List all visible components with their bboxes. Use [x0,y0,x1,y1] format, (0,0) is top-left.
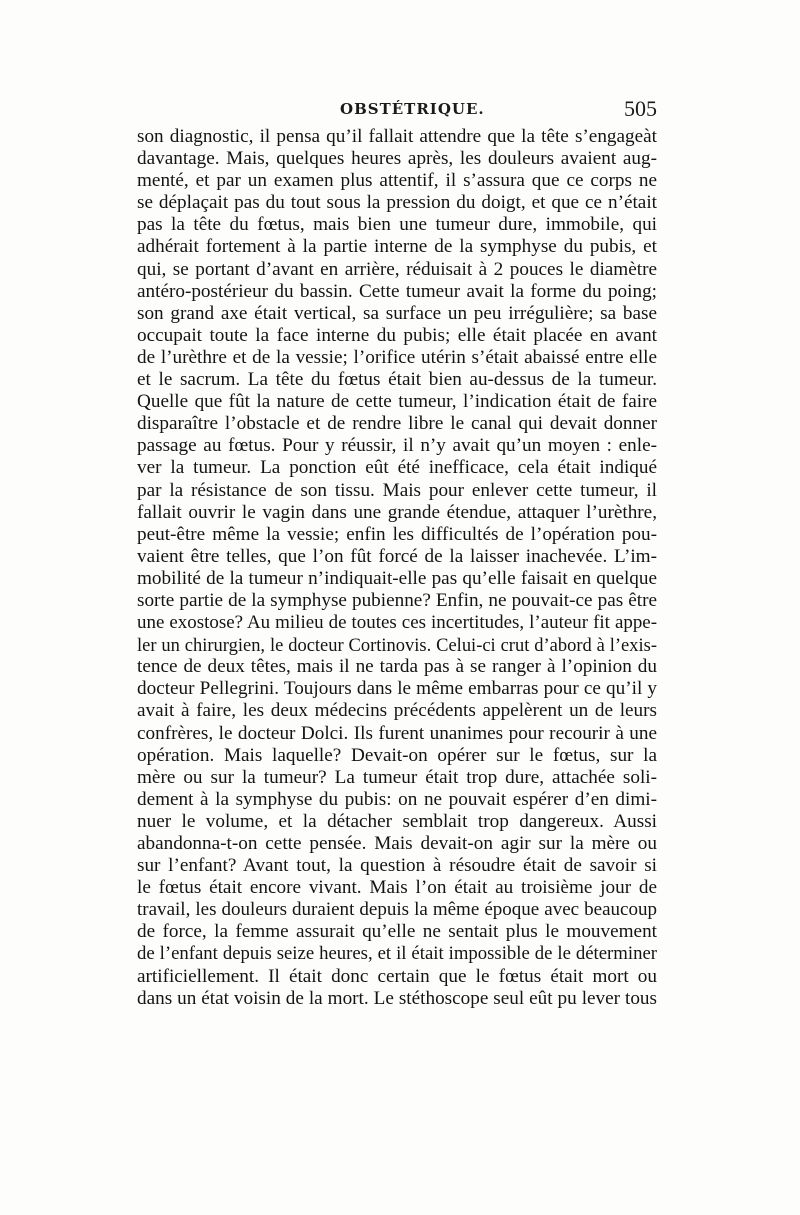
text-line: sorte partie de la symphyse pubienne? Enfin, ne pouvait-ce pas être [137,589,657,611]
text-line: par la résistance de son tissu. Mais pour enlever cette tumeur, il [137,479,657,501]
text-line: peut-être même la vessie; enfin les difficultés de l’opération pou- [137,523,657,545]
text-line: occupait toute la face interne du pubis; elle était placée en avant [137,324,657,346]
text-line: avait à faire, les deux médecins précédents appelèrent un de leurs [137,700,657,722]
page-number: 505 [624,96,657,121]
text-line: nuer le volume, et la détacher semblait trop dangereux. Aussi [137,810,657,832]
text-line: pas la tête du fœtus, mais bien une tumeur dure, immobile, qui [137,214,657,236]
text-line: dans un état voisin de la mort. Le stéthoscope seul eût pu lever tous [137,987,657,1009]
text-line: passage au fœtus. Pour y réussir, il n’y avait qu’un moyen : enle- [137,435,657,457]
body-text [137,126,657,1010]
text-line: son diagnostic, il pensa qu’il fallait attendre que la tête s’engageàt [137,126,657,147]
text-line: docteur Pellegrini. Toujours dans le même embarras pour ce qu’il y [137,678,657,700]
text-line: Quelle que fût la nature de cette tumeur, l’indication était de faire [137,391,657,413]
text-line: confrères, le docteur Dolci. Ils furent unanimes pour recourir à une [137,722,657,744]
text-line: son grand axe était vertical, sa surface un peu irrégulière; sa base [137,302,657,324]
text-line: ler un chirurgien, le docteur Cortinovis. Celui-ci crut d’abord à l’exis- [137,635,657,656]
text-line: dement à la symphyse du pubis: on ne pouvait espérer d’en dimi- [137,788,657,810]
text-line: se déplaçait pas du tout sous la pression du doigt, et que ce n’était [137,192,657,214]
page-header [137,96,657,124]
text-line: qui, se portant d’avant en arrière, réduisait à 2 pouces le diamètre [137,258,657,280]
text-line: abandonna-t-on cette pensée. Mais devait-on agir sur la mère ou [137,833,657,854]
text-line: opération. Mais laquelle? Devait-on opérer sur le fœtus, sur la [137,744,657,766]
text-line: adhérait fortement à la partie interne de la symphyse du pubis, et [137,236,657,258]
text-line: disparaître l’obstacle et de rendre libre le canal qui devait donner [137,413,657,435]
text-line: menté, et par un examen plus attentif, il s’assura que ce corps ne [137,170,657,192]
text-line: mobilité de la tumeur n’indiquait-elle pas qu’elle faisait en quelque [137,567,657,589]
text-line: de force, la femme assurait qu’elle ne sentait plus le mouvement [137,921,657,943]
text-line: et le sacrum. La tête du fœtus était bien au-dessus de la tumeur. [137,369,657,391]
text-line: artificiellement. Il était donc certain que le fœtus était mort ou [137,965,657,987]
text-line: davantage. Mais, quelques heures après, les douleurs avaient aug- [137,148,657,170]
text-line: vaient être telles, que l’on fût forcé de la laisser inachevée. L’im- [137,545,657,567]
text-line: fallait ouvrir le vagin dans une grande étendue, attaquer l’urèthre, [137,501,657,523]
text-line: tence de deux têtes, mais il ne tarda pas à se ranger à l’opinion du [137,656,657,678]
running-title: OBSTÉTRIQUE. [340,100,485,118]
text-line: le fœtus était encore vivant. Mais l’on était au troisième jour de [137,877,657,899]
text-line: travail, les douleurs duraient depuis la même époque avec beaucoup [137,899,657,921]
text-line: ver la tumeur. La ponction eût été inefficace, cela était indiqué [137,457,657,479]
text-line: sur l’enfant? Avant tout, la question à résoudre était de savoir si [137,855,657,877]
text-line: antéro-postérieur du bassin. Cette tumeur avait la forme du poing; [137,280,657,302]
text-line: de l’enfant depuis seize heures, et il était impossible de le déterminer [137,943,657,965]
text-line: une exostose? Au milieu de toutes ces incertitudes, l’auteur fit appe- [137,612,657,634]
text-line: mère ou sur la tumeur? La tumeur était trop dure, attachée soli- [137,766,657,788]
text-line: de l’urèthre et de la vessie; l’orifice utérin s’était abaissé entre elle [137,346,657,368]
